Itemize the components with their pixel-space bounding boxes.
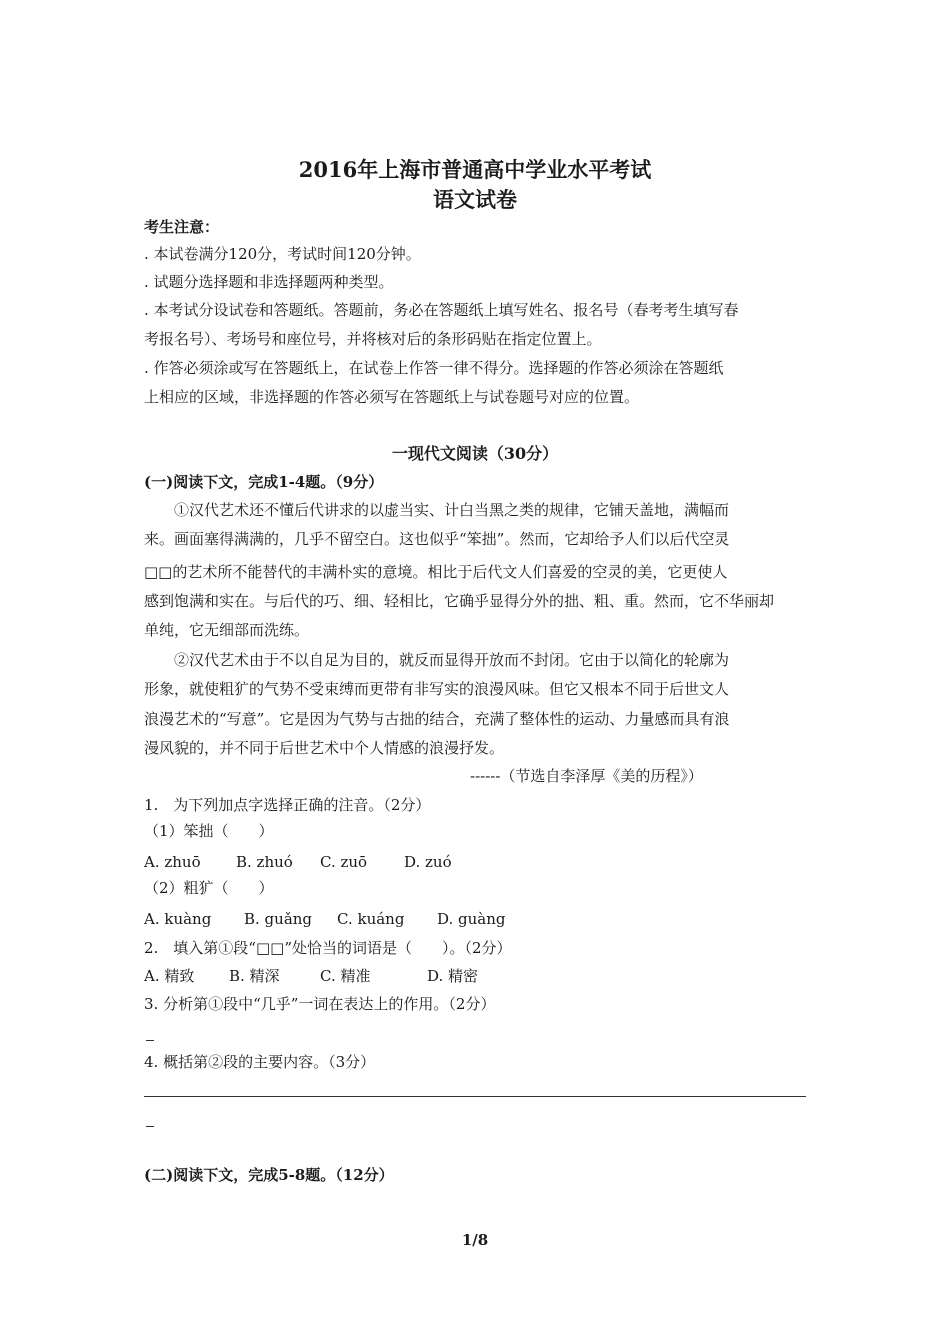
notice-item: . 本试卷满分120分，考试时间120分钟。	[144, 245, 421, 263]
part-heading: (二)阅读下文，完成5-8题。（12分）	[144, 1166, 394, 1184]
option: B. 精深	[229, 967, 280, 985]
answer-mark	[146, 1126, 154, 1127]
option: C. kuáng	[337, 910, 405, 928]
passage-line: 来。画面塞得满满的，几乎不留空白。这也似乎“笨拙”。然而，它却给予人们以后代空灵	[144, 530, 730, 548]
exam-subtitle: 语文试卷	[433, 187, 517, 212]
option: C. 精准	[320, 967, 371, 985]
option: A. 精致	[144, 967, 195, 985]
notice-item: . 本考试分设试卷和答题纸。答题前，务必在答题纸上填写姓名、报名号（春考考生填写春	[144, 301, 739, 319]
question-1-sub: （1）笨拙（ ）	[144, 822, 274, 840]
question-1-sub: （2）粗犷（ ）	[144, 879, 274, 897]
option: D. zuó	[404, 853, 452, 871]
notice-item: 上相应的区域，非选择题的作答必须写在答题纸上与试卷题号对应的位置。	[144, 388, 640, 406]
notice-item: 考报名号）、考场号和座位号，并将核对后的条形码贴在指定位置上。	[144, 330, 602, 348]
option: D. 精密	[427, 967, 479, 985]
passage-line: 漫风貌的，并不同于后世艺术中个人情感的浪漫抒发。	[144, 739, 505, 757]
option: B. guǎng	[244, 910, 313, 928]
passage-line: 形象，就使粗犷的气势不受束缚而更带有非写实的浪漫风味。但它又根本不同于后世文人	[144, 680, 730, 698]
passage-line: 浪漫艺术的“写意”。它是因为气势与古拙的结合，充满了整体性的运动、力量感而具有浪	[144, 710, 730, 728]
part-heading: (一)阅读下文，完成1-4题。（9分）	[144, 473, 384, 491]
question-3: 3. 分析第①段中“几乎”一词在表达上的作用。（2分）	[144, 995, 496, 1013]
passage-line: ①汉代艺术还不懂后代讲求的以虚当实、计白当黑之类的规律，它铺天盖地，满幅而	[174, 501, 730, 519]
notice-item: . 作答必须涂或写在答题纸上，在试卷上作答一律不得分。选择题的作答必须涂在答题纸	[144, 359, 724, 377]
option: C. zuō	[320, 853, 368, 871]
option: D. guàng	[437, 910, 506, 928]
option: B. zhuó	[236, 853, 293, 871]
answer-mark	[146, 1040, 154, 1041]
passage-line: 单纯，它无细部而洗练。	[144, 621, 310, 639]
passage-source: ------（节选自李泽厚《美的历程》）	[470, 767, 703, 785]
question-4: 4. 概括第②段的主要内容。（3分）	[144, 1053, 376, 1071]
exam-title: 2016年上海市普通高中学业水平考试	[298, 157, 652, 182]
question-2: 2. 填入第①段“□□”处恰当的词语是（ ）。（2分）	[144, 939, 512, 957]
option: A. zhuō	[144, 853, 201, 871]
page-number: 1/8	[461, 1231, 489, 1249]
passage-line: 感到饱满和实在。与后代的巧、细、轻相比，它确乎显得分外的拙、粗、重。然而，它不华丽却	[144, 592, 775, 610]
question-1: 1. 为下列加点字选择正确的注音。（2分）	[144, 796, 431, 814]
section-heading: 一现代文阅读（30分）	[391, 444, 559, 463]
notice-heading: 考生注意：	[144, 218, 220, 236]
passage-line: □□的艺术所不能替代的丰满朴实的意境。相比于后代文人们喜爱的空灵的美，它更使人	[144, 563, 728, 581]
option: A. kuàng	[144, 910, 212, 928]
passage-line: ②汉代艺术由于不以自足为目的，就反而显得开放而不封闭。它由于以简化的轮廓为	[174, 651, 730, 669]
notice-item: . 试题分选择题和非选择题两种类型。	[144, 273, 394, 291]
answer-line	[144, 1096, 806, 1097]
